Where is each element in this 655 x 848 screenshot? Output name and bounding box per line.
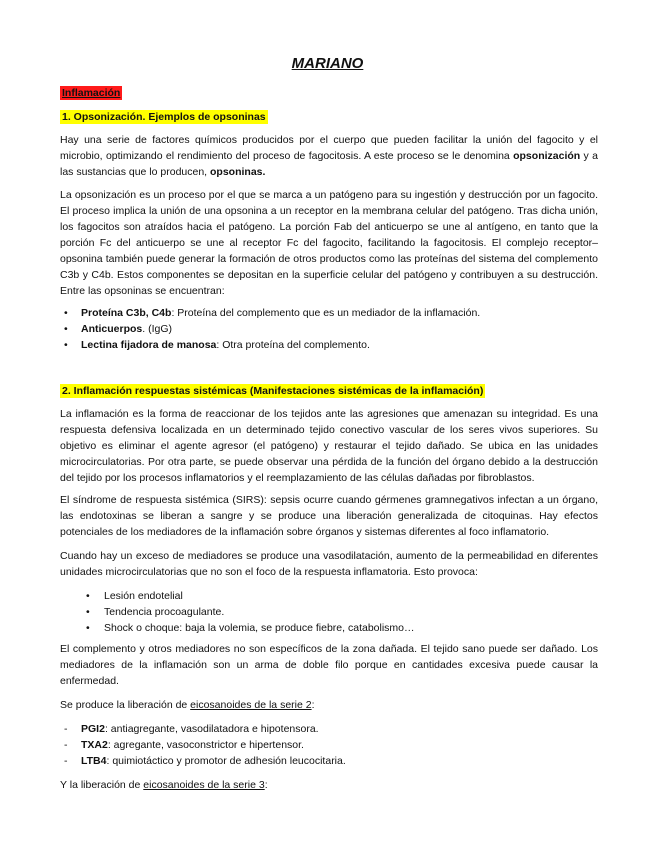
section-tag: Inflamación xyxy=(62,87,121,99)
paragraph-inflamacion-definicion: La inflamación es la forma de reaccionar de los tejidos ante las agresiones que amenazan su integridad. Es una respuesta defensiva localizada en un determinado tejido conectivo vascular de los seres vivos superiores. Su objetivo es eliminar el agente agresor (el patógeno) y restaurar el tejido dañado. Se ubica en las unidades microcirculatorias. Por otra parte, se puede observar una pérdida de la función del órgano debido a la destrucción del tejido por los procesos inflamatorios y el reemplazamiento de las células dañadas por fibroblastos. xyxy=(60,408,598,484)
p7-underline: eicosanoides de la serie 2 xyxy=(190,699,312,711)
list-item xyxy=(60,721,600,737)
item-bold: LTB4 xyxy=(81,755,107,767)
paragraph-complemento: El complemento y otros mediadores no son específicos de la zona dañada. El tejido sano puede ser dañado. Los mediadores de la inflamación son un arma de doble filo porque en cantidades excesiva puede causar la enfermedad. xyxy=(60,643,598,687)
p7-text-c: : xyxy=(311,699,315,711)
list-item: • Lesión endotelial xyxy=(82,588,622,604)
list-item xyxy=(60,737,600,753)
item-text: : Otra proteína del complemento. xyxy=(216,339,370,351)
eicosanoides-list xyxy=(60,721,600,769)
paragraph-opsonizacion-intro xyxy=(60,132,598,180)
list-item xyxy=(60,321,600,337)
p8-text-a: Y la liberación de xyxy=(60,779,144,791)
paragraph-sirs: El síndrome de respuesta sistémica (SIRS): sepsis ocurre cuando gérmenes gramnegativos infectan a un órgano, las endotoxinas se liberan a sangre y se produce una liberación generalizada de citoquinas. Hay efectos potenciales de los mediadores de la inflamación sobre órganos y sistemas diferentes al foco inflamatorio. xyxy=(60,494,598,538)
item-text: : agregante, vasoconstrictor e hipertensor. xyxy=(107,739,304,751)
paragraph-eicosanoides-serie3 xyxy=(60,777,598,793)
item-bold: Anticuerpos xyxy=(81,323,143,335)
heading-opsonizacion: 1. Opsonización. Ejemplos de opsoninas xyxy=(62,111,266,123)
paragraph-opsonizacion-proceso: La opsonización es un proceso por el que se marca a un patógeno para su ingestión y destrucción por un fagocito. El proceso implica la unión de una opsonina a un receptor en la membrana celular del patógeno. Tras dicha unión, los fagocitos son atraídos hacia el patógeno. La porción Fab del anticuerpo se une al antígeno, en tanto que la porción Fc del anticuerpo se une al receptor Fc del fagocito, facilitando la fagocitosis. El complejo receptor–opsonina también puede generar la formación de otros productos como las proteínas del sistema del complemento C3b y C4b. Estos componentes se depositan en la superficie celular del patógeno y contribuyen a su destrucción. Entre las opsoninas se encuentran: xyxy=(60,189,598,297)
item-text: : antiagregante, vasodilatadora e hipotensora. xyxy=(104,723,319,735)
list-item: • Shock o choque: baja la volemia, se produce fiebre, catabolismo… xyxy=(82,620,622,636)
p1-bold-opsonizacion: opsonización xyxy=(513,150,581,162)
p8-text-c: : xyxy=(264,779,268,791)
list-item: • Tendencia procoagulante. xyxy=(82,604,622,620)
heading-respuestas-sistemicas: 2. Inflamación respuestas sistémicas (Manifestaciones sistémicas de la inflamación) xyxy=(62,385,484,397)
p1-bold-opsoninas: opsoninas. xyxy=(210,166,266,178)
list-item xyxy=(60,305,600,321)
paragraph-exceso-mediadores: Cuando hay un exceso de mediadores se produce una vasodilatación, aumento de la permeabilidad en diferentes unidades microcirculatorias que no son el foco de la respuesta inflamatoria. Esto provoca: xyxy=(60,550,598,578)
item-text: : Proteína del complemento que es un mediador de la inflamación. xyxy=(171,307,481,319)
item-bold: Lectina fijadora de manosa xyxy=(81,339,217,351)
item-text: : quimiotáctico y promotor de adhesión leucocitaria. xyxy=(106,755,346,767)
p8-underline: eicosanoides de la serie 3 xyxy=(143,779,265,791)
item-bold: TXA2 xyxy=(81,739,108,751)
paragraph-eicosanoides-serie2 xyxy=(60,697,598,713)
item-bold: Proteína C3b, C4b xyxy=(81,307,172,319)
document-title: MARIANO xyxy=(291,55,364,72)
list-item xyxy=(60,337,600,353)
p1-text-a: Hay una serie de factores químicos producidos por el cuerpo que pueden facilitar la unión del fagocito y el microbio, optimizando el rendimiento del proceso de fagocitosis. A este proceso se le denomina xyxy=(60,134,598,162)
item-text: . (IgG) xyxy=(142,323,173,335)
item-bold: PGI2 xyxy=(81,723,105,735)
p1-text-c: y a las sustancias que lo producen, xyxy=(60,150,598,178)
efectos-list xyxy=(82,588,622,636)
opsoninas-list xyxy=(60,305,600,353)
p7-text-a: Se produce la liberación de xyxy=(60,699,191,711)
list-item xyxy=(60,753,600,769)
